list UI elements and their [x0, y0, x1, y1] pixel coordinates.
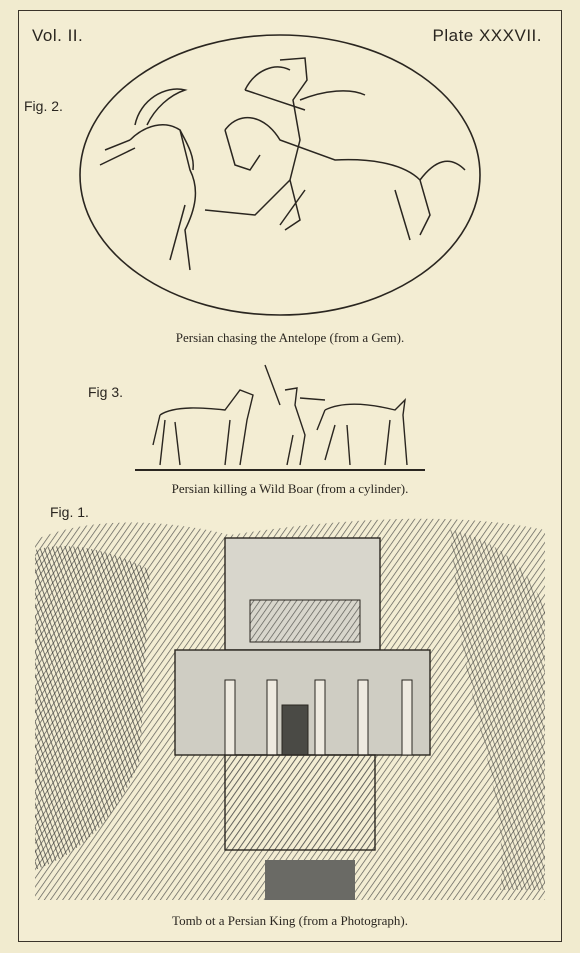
fig-3-cylinder-illustration	[135, 360, 435, 475]
fig-2-label: Fig. 2.	[24, 98, 63, 114]
fig-2-caption: Persian chasing the Antelope (from a Gem).	[175, 330, 405, 345]
plate-number: Plate XXXVII.	[432, 26, 542, 45]
volume-label: Vol. II.	[32, 26, 84, 45]
fig-1-label: Fig. 1.	[50, 504, 89, 520]
fig-3-label: Fig 3.	[88, 384, 124, 400]
fig-1-caption: Tomb ot a Persian King (from a Photograph).	[172, 913, 408, 928]
fig-1-tomb-illustration	[30, 510, 555, 905]
fig-2-gem-illustration	[75, 30, 485, 330]
fig-3-caption: Persian killing a Wild Boar (from a cylinder).	[171, 481, 409, 496]
